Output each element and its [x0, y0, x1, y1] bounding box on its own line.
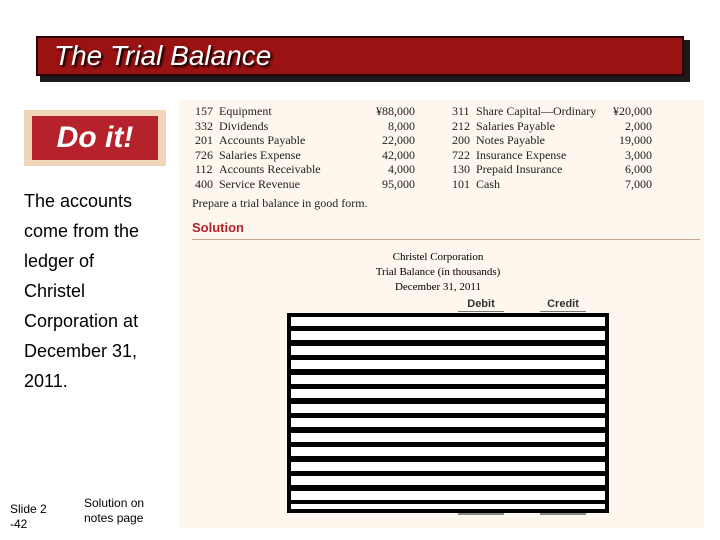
solution-divider: [192, 239, 700, 240]
company-name: Christel Corporation: [392, 251, 484, 263]
accounts-table: [192, 104, 655, 192]
slide-number: Slide 2 -42: [10, 502, 47, 531]
answer-row: [291, 375, 605, 384]
credit-underline: [540, 311, 586, 312]
do-it-banner: [24, 110, 166, 166]
description-line: Corporation at: [24, 311, 139, 331]
answer-row: [291, 433, 605, 442]
credit-header: Credit: [547, 298, 579, 310]
credit-total-line: [540, 513, 586, 515]
table-row: 157 Equipment ¥88,000 311 Share Capital—Ordinary ¥20,000: [195, 104, 652, 118]
description-line: The accounts: [24, 191, 133, 211]
answer-row: [291, 491, 605, 500]
debit-total-line: [458, 513, 504, 515]
slide-title: The Trial Balance: [36, 36, 684, 76]
table-row: 112 Accounts Receivable 4,000 130 Prepaid Insurance 6,000: [195, 162, 652, 177]
table-row: 400 Service Revenue 95,000 101 Cash 7,000: [195, 176, 652, 191]
answer-row: [291, 317, 605, 326]
description-line: come from the: [24, 221, 140, 241]
answer-grid: [287, 313, 609, 513]
debit-header: Debit: [467, 298, 495, 310]
answer-row: [291, 404, 605, 413]
answer-row: [291, 360, 605, 369]
answer-row: [291, 447, 605, 456]
answer-row: [291, 346, 605, 355]
description-line: 2011.: [24, 371, 68, 391]
description-line: December 31,: [24, 341, 138, 361]
answer-row: [291, 462, 605, 471]
solution-note: Solution on notes page: [84, 496, 145, 525]
statement-date: December 31, 2011: [394, 281, 482, 293]
statement-name: Trial Balance (in thousands): [375, 266, 501, 278]
table-row: 726 Salaries Expense 42,000 722 Insurance Expense 3,000: [195, 147, 652, 162]
do-it-label: Do it!: [32, 116, 158, 160]
exercise-prompt: Prepare a trial balance in good form.: [192, 196, 368, 210]
answer-row: [291, 504, 605, 509]
description-line: ledger of: [24, 251, 95, 271]
answer-row: [291, 331, 605, 340]
description-line: Christel: [24, 281, 86, 301]
debit-underline: [458, 311, 504, 312]
solution-label: Solution: [192, 220, 244, 235]
answer-row: [291, 389, 605, 398]
description: [24, 186, 182, 396]
answer-row: [291, 476, 605, 485]
table-row: 201 Accounts Payable 22,000 200 Notes Payable 19,000: [195, 133, 652, 148]
table-row: 332 Dividends 8,000 212 Salaries Payable 2,000: [195, 118, 652, 133]
trial-balance-heading: [338, 250, 538, 295]
answer-row: [291, 418, 605, 427]
